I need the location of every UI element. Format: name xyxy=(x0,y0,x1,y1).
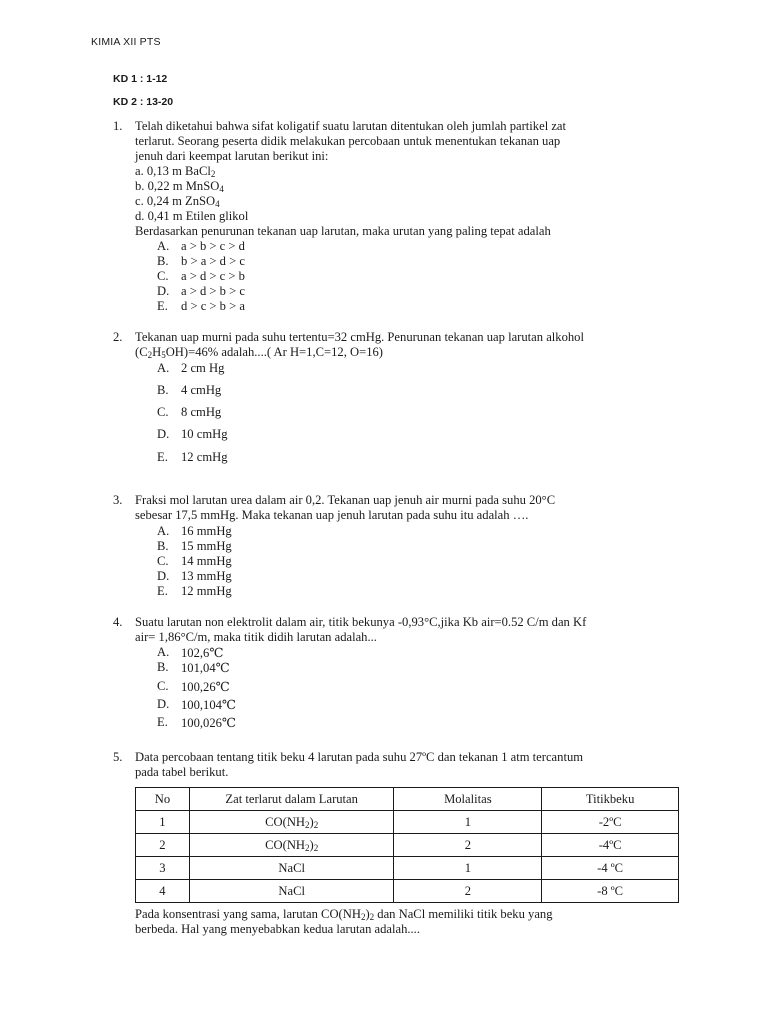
option-text: 16 mmHg xyxy=(181,524,232,538)
question-text-line: Tekanan uap murni pada suhu tertentu=32 cmHg. Penurunan tekanan uap larutan alkohol xyxy=(135,330,584,344)
table-row xyxy=(136,880,679,903)
kd1-label: KD 1 : 1-12 xyxy=(113,73,168,85)
question-text-line: sebesar 17,5 mmHg. Maka tekanan uap jenuh larutan pada suhu itu adalah …. xyxy=(135,508,529,522)
option-letter: A. xyxy=(157,361,170,375)
table-row xyxy=(136,857,679,880)
question-text-line: jenuh dari keempat larutan berikut ini: xyxy=(135,149,329,163)
option-text: b > a > d > c xyxy=(181,254,245,268)
option-letter: B. xyxy=(157,383,169,397)
option-letter: B. xyxy=(157,539,169,553)
solution-c: c. 0,24 m ZnSO$_4$ xyxy=(135,194,220,209)
freezing-point-table xyxy=(135,787,679,903)
table-cell: -4 ºC xyxy=(542,857,679,880)
table-cell: -8 ºC xyxy=(542,880,679,903)
table-cell: $CO(NH_2)_2$ xyxy=(189,811,394,834)
option-letter: D. xyxy=(157,697,170,711)
option-letter: D. xyxy=(157,427,170,441)
table-cell: 2 xyxy=(394,834,542,857)
option-letter: D. xyxy=(157,284,170,298)
option-letter: C. xyxy=(157,269,169,283)
option-text: 15 mmHg xyxy=(181,539,232,553)
option-text: 8 cmHg xyxy=(181,405,222,419)
option-letter: C. xyxy=(157,405,169,419)
option-letter: A. xyxy=(157,239,170,253)
option-letter: C. xyxy=(157,679,169,693)
kd2-label: KD 2 : 13-20 xyxy=(113,96,174,108)
option-letter: B. xyxy=(157,660,169,674)
document-header: KIMIA XII PTS xyxy=(91,36,161,48)
option-letter: A. xyxy=(157,645,170,659)
solution-b: b. 0,22 m MnSO$_4$ xyxy=(135,179,224,194)
question-text-line: air= 1,86°C/m, maka titik didih larutan adalah... xyxy=(135,630,377,644)
option-text: 102,6℃ xyxy=(181,646,224,660)
option-text: 10 cmHg xyxy=(181,427,228,441)
option-text: 2 cm Hg xyxy=(181,361,225,375)
option-letter: B. xyxy=(157,254,169,268)
option-text: 100,026℃ xyxy=(181,716,237,730)
question-number: 1. xyxy=(113,119,123,133)
table-cell: $CO(NH_2)_2$ xyxy=(189,834,394,857)
option-letter: E. xyxy=(157,715,168,729)
question-text-line: Telah diketahui bahwa sifat koligatif suatu larutan ditentukan oleh jumlah partikel zat xyxy=(135,119,567,133)
table-cell: -2ºC xyxy=(542,811,679,834)
option-letter: E. xyxy=(157,584,168,598)
solution-a: a. 0,13 m BaCl$_2$ xyxy=(135,164,216,179)
option-letter: E. xyxy=(157,299,168,313)
question-text-line: Fraksi mol larutan urea dalam air 0,2. Tekanan uap jenuh air murni pada suhu 20°C xyxy=(135,493,556,507)
question-text-line: Suatu larutan non elektrolit dalam air, titik bekunya -0,93°C,jika Kb air=0.52 C/m dan Kf xyxy=(135,615,587,629)
option-text: 12 cmHg xyxy=(181,450,228,464)
question-text-line: pada tabel berikut. xyxy=(135,765,229,779)
option-text: a > d > c > b xyxy=(181,269,245,283)
table-row xyxy=(136,811,679,834)
table-cell: NaCl xyxy=(189,857,394,880)
option-letter: D. xyxy=(157,569,170,583)
question-text-line: Berdasarkan penurunan tekanan uap larutan, maka urutan yang paling tepat adalah xyxy=(135,224,551,238)
option-text: a > d > b > c xyxy=(181,284,245,298)
table-header: No xyxy=(136,788,190,811)
table-row xyxy=(136,834,679,857)
table-cell: 1 xyxy=(394,857,542,880)
solution-d: d. 0,41 m Etilen glikol xyxy=(135,209,249,223)
option-text: 100,26℃ xyxy=(181,680,230,694)
table-cell: 2 xyxy=(136,834,190,857)
option-text: 13 mmHg xyxy=(181,569,232,583)
table-cell: 2 xyxy=(394,880,542,903)
option-text: 100,104℃ xyxy=(181,698,237,712)
option-text: d > c > b > a xyxy=(181,299,245,313)
table-header-row xyxy=(136,788,679,811)
option-text: 4 cmHg xyxy=(181,383,222,397)
table-header: Zat terlarut dalam Larutan xyxy=(189,788,394,811)
option-letter: E. xyxy=(157,450,168,464)
table-cell: 1 xyxy=(394,811,542,834)
option-text: 101,04℃ xyxy=(181,661,230,675)
table-cell: NaCl xyxy=(189,880,394,903)
question-text-line: berbeda. Hal yang menyebabkan kedua larutan adalah.... xyxy=(135,922,420,936)
question-text-line: $(C_2H_5OH)=46\%$ adalah....( Ar H=1,C=12, O=16) xyxy=(135,345,383,360)
question-text-line: terlarut. Seorang peserta didik melakukan percobaan untuk menentukan tekanan uap xyxy=(135,134,561,148)
question-number: 4. xyxy=(113,615,123,629)
option-text: 14 mmHg xyxy=(181,554,232,568)
table-header: Titikbeku xyxy=(542,788,679,811)
question-number: 2. xyxy=(113,330,123,344)
table-cell: 1 xyxy=(136,811,190,834)
question-text-line: Data percobaan tentang titik beku 4 larutan pada suhu 27ºC dan tekanan 1 atm tercantum xyxy=(135,750,584,764)
option-letter: A. xyxy=(157,524,170,538)
question-number: 5. xyxy=(113,750,123,764)
table-cell: 4 xyxy=(136,880,190,903)
option-text: 12 mmHg xyxy=(181,584,232,598)
table-cell: -4ºC xyxy=(542,834,679,857)
table-cell: 3 xyxy=(136,857,190,880)
option-letter: C. xyxy=(157,554,169,568)
option-text: a > b > c > d xyxy=(181,239,245,253)
question-number: 3. xyxy=(113,493,123,507)
table-header: Molalitas xyxy=(394,788,542,811)
question-text-line: Pada konsentrasi yang sama, larutan $CO(NH_2)_2$ dan NaCl memiliki titik beku yang xyxy=(135,907,553,922)
